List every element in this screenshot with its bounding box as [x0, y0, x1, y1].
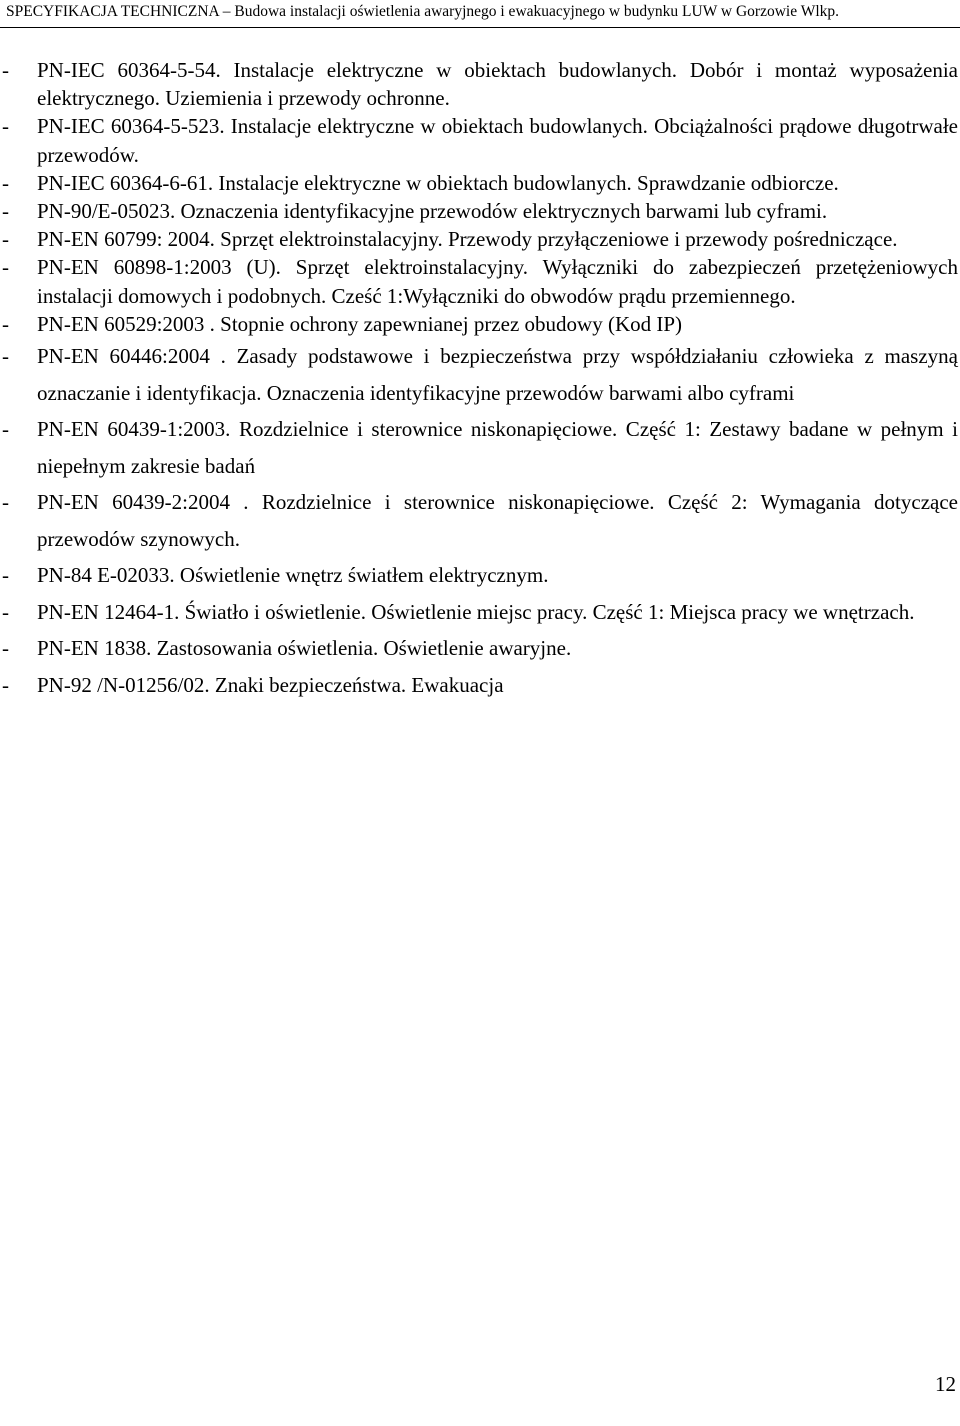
list-bullet: -	[2, 199, 9, 224]
list-item	[0, 338, 958, 411]
list-bullet: -	[2, 227, 9, 252]
list-item	[0, 594, 958, 631]
list-item	[0, 225, 958, 253]
list-item	[0, 667, 958, 704]
list-item	[0, 253, 958, 309]
list-item	[0, 630, 958, 667]
list-item	[0, 484, 958, 557]
list-bullet: -	[2, 636, 9, 661]
list-item	[0, 197, 958, 225]
list-item-text: PN-EN 60446:2004 . Zasady podstawowe i bezpieczeństwa przy współdziałaniu człowieka z maszyną oznaczanie i identyfikacja. Oznaczenia identyfikacyjne przewodów barwami albo cyframi	[37, 344, 958, 405]
list-bullet: -	[2, 599, 9, 624]
list-item-text: PN-90/E-05023. Oznaczenia identyfikacyjne przewodów elektrycznych barwami lub cyframi.	[37, 199, 828, 224]
list-bullet: -	[2, 344, 9, 369]
list-bullet: -	[2, 490, 9, 515]
list-item-text: PN-IEC 60364-5-54. Instalacje elektryczne w obiektach budowlanych. Dobór i montaż wyposażenia elektrycznego. Uziemienia i przewody ochronne.	[37, 58, 958, 111]
list-item	[0, 557, 958, 594]
list-item-text: PN-EN 60898-1:2003 (U). Sprzęt elektroinstalacyjny. Wyłączniki do zabezpieczeń przetężeniowych instalacji domowych i podobnych. Cześć 1:Wyłączniki do obwodów prądu przemiennego.	[37, 255, 958, 308]
list-item	[0, 112, 958, 168]
header-rule	[0, 27, 960, 28]
list-item-text: PN-IEC 60364-6-61. Instalacje elektryczne w obiektach budowlanych. Sprawdzanie odbiorcze.	[37, 170, 839, 195]
page-header: SPECYFIKACJA TECHNICZNA – Budowa instalacji oświetlenia awaryjnego i ewakuacyjnego w budynku LUW w Gorzowie Wlkp.	[6, 3, 840, 20]
list-item-text: PN-EN 60799: 2004. Sprzęt elektroinstalacyjny. Przewody przyłączeniowe i przewody pośredniczące.	[37, 227, 898, 252]
list-item-text: PN-84 E-02033. Oświetlenie wnętrz światłem elektrycznym.	[37, 563, 549, 588]
standards-list	[0, 56, 958, 703]
page-number: 12	[935, 1372, 956, 1396]
list-bullet: -	[2, 563, 9, 588]
list-bullet: -	[2, 58, 9, 82]
list-bullet: -	[2, 672, 9, 697]
list-item	[0, 411, 958, 484]
list-item	[0, 56, 958, 112]
list-item	[0, 169, 958, 197]
list-bullet: -	[2, 170, 9, 195]
list-item-text: PN-EN 60529:2003 . Stopnie ochrony zapewnianej przez obudowy (Kod IP)	[37, 311, 683, 336]
list-bullet: -	[2, 417, 9, 442]
list-bullet: -	[2, 114, 9, 139]
list-item-text: PN-EN 12464-1. Światło i oświetlenie. Oświetlenie miejsc pracy. Część 1: Miejsca pracy we wnętrzach.	[37, 599, 915, 624]
list-item-text: PN-EN 1838. Zastosowania oświetlenia. Oświetlenie awaryjne.	[37, 636, 572, 661]
list-item-text: PN-IEC 60364-5-523. Instalacje elektryczne w obiektach budowlanych. Obciążalności prądowe długotrwałe przewodów.	[37, 114, 958, 167]
list-item	[0, 310, 958, 338]
list-item-text: PN-EN 60439-2:2004 . Rozdzielnice i sterownice niskonapięciowe. Część 2: Wymagania dotyczące przewodów szynowych.	[37, 490, 958, 551]
list-bullet: -	[2, 255, 9, 280]
list-item-text: PN-92 /N-01256/02. Znaki bezpieczeństwa. Ewakuacja	[37, 672, 504, 697]
list-item-text: PN-EN 60439-1:2003. Rozdzielnice i sterownice niskonapięciowe. Część 1: Zestawy badane w pełnym i niepełnym zakresie badań	[37, 417, 958, 478]
list-bullet: -	[2, 311, 9, 336]
